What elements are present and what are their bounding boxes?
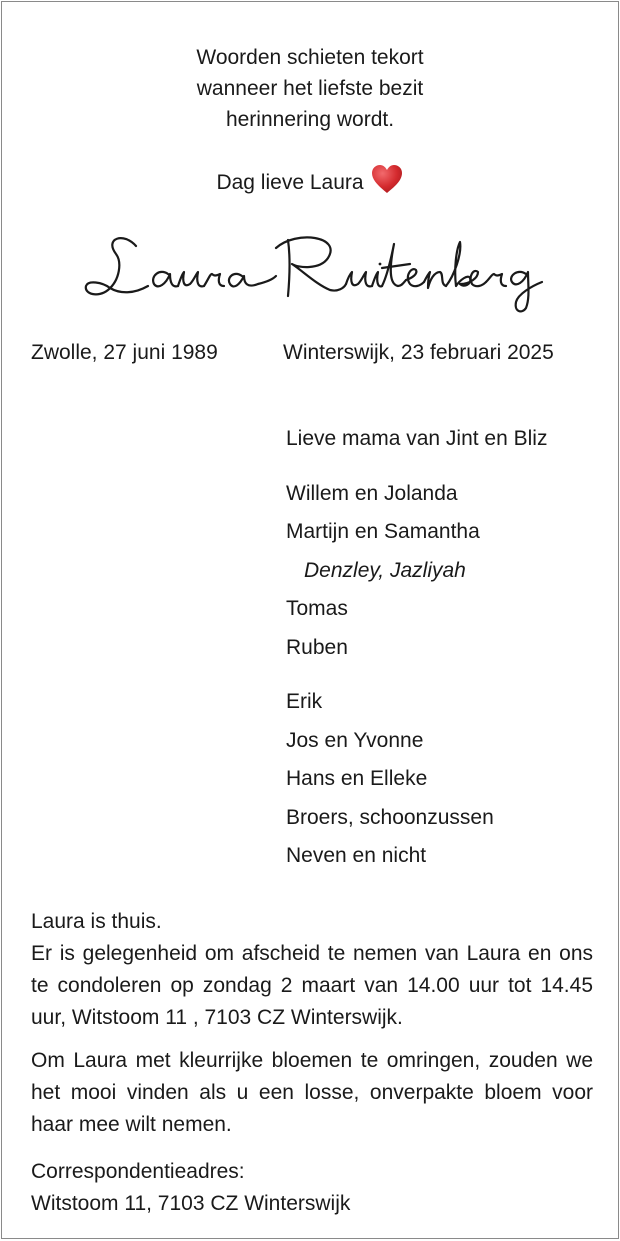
family-line: Jos en Yvonne [286, 728, 424, 752]
correspondence-address: Witstoom 11, 7103 CZ Winterswijk [31, 1192, 351, 1215]
farewell-text: Dag lieve Laura [216, 171, 364, 194]
home-text: Laura is thuis. [31, 910, 162, 933]
poem-line: Woorden schieten tekort [196, 46, 424, 69]
poem-line: wanneer het liefste bezit [196, 77, 424, 100]
grandchildren-line: Denzley, Jazliyah [304, 558, 466, 582]
family-line: Broers, schoonzussen [286, 805, 494, 829]
death-date: Winterswijk, 23 februari 2025 [283, 341, 554, 364]
correspondence-label: Correspondentieadres: [31, 1160, 245, 1183]
visitation-info [31, 906, 593, 1034]
farewell-line [2, 163, 618, 205]
family-line: Martijn en Samantha [286, 520, 480, 543]
family-line: Willem en Jolanda [286, 481, 458, 505]
heart-icon [370, 163, 404, 205]
visitation-text: Er is gelegenheid om afscheid te nemen van Laura en ons te condoleren op zondag 2 maart van 14.00 uur tot 14.45 uur, Witstoom 11 , 7103 CZ Winterswijk. [31, 942, 593, 1029]
death-notice-card [1, 1, 619, 1239]
family-line: Erik [286, 690, 323, 713]
family-line: Lieve mama van Jint en Bliz [286, 427, 548, 450]
family-list [286, 424, 547, 880]
poem [2, 42, 618, 135]
correspondence-info [31, 1156, 593, 1220]
birth-date: Zwolle, 27 juni 1989 [31, 341, 218, 364]
flowers-info [31, 1045, 593, 1141]
poem-line: herinnering wordt. [225, 108, 395, 131]
flowers-text: Om Laura met kleurrijke bloemen te omringen, zouden we het mooi vinden als u een losse, onverpakte bloem voor haar mee wilt nemen. [31, 1049, 593, 1136]
name-signature [76, 224, 550, 316]
family-line: Ruben [286, 635, 348, 659]
family-line: Neven en nicht [286, 844, 427, 867]
family-line: Tomas [286, 597, 348, 620]
family-line: Hans en Elleke [286, 767, 428, 790]
